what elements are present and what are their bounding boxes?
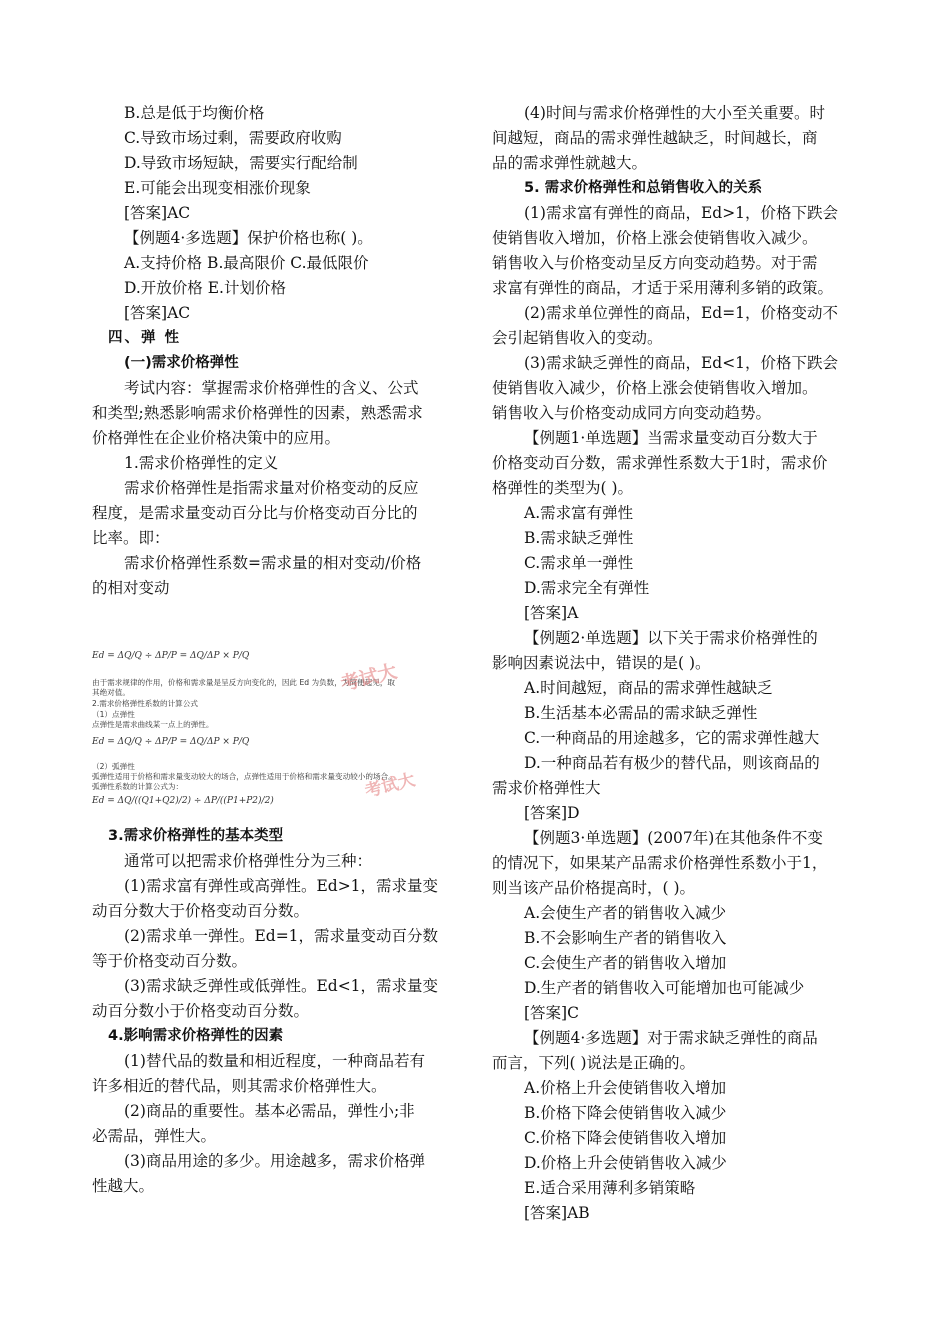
text-line: C.价格下降会使销售收入增加: [524, 1129, 727, 1147]
text-line: 【例题1·单选题】当需求量变动百分数大于: [524, 429, 818, 447]
figure-note: 其绝对值。: [92, 688, 130, 697]
left-mid-block: [92, 376, 454, 601]
text-line: 通常可以把需求价格弹性分为三种：: [124, 852, 373, 870]
text-line: 则当该产品价格提高时，( )。: [492, 879, 696, 897]
formula-arc: Ed = ΔQ/((Q1+Q2)/2) ÷ ΔP/((P1+P2)/2): [92, 796, 274, 806]
text-line: D.需求完全有弹性: [524, 579, 650, 597]
left-top-block: [92, 101, 454, 326]
text-line: [答案]D: [524, 804, 580, 822]
text-line: 【例题4·多选题】对于需求缺乏弹性的商品: [524, 1029, 818, 1047]
text-line: 动百分数小于价格变动百分数。: [92, 1002, 310, 1020]
text-line: (2)商品的重要性。基本必需品，弹性小;非: [124, 1102, 415, 1120]
text-line: 品的需求弹性就越大。: [492, 154, 648, 172]
text-line: D.开放价格 E.计划价格: [124, 279, 286, 297]
text-line: 价格变动百分数，需求弹性系数大于1时，需求价: [492, 454, 828, 472]
text-line: C.导致市场过剩，需要政府收购: [124, 129, 342, 147]
text-line: 1.需求价格弹性的定义: [124, 454, 279, 472]
text-line: B.不会影响生产者的销售收入: [524, 929, 727, 947]
text-line: 比率。即：: [92, 529, 170, 547]
figure-note: 弧弹性适用于价格和需求量变动较大的场合，点弹性适用于价格和需求量变动较小的场合。: [92, 772, 396, 781]
figure-subtitle: （1）点弹性: [92, 710, 135, 719]
text-line: 考试内容：掌握需求价格弹性的含义、公式: [124, 379, 419, 397]
text-line: 销售收入与价格变动呈反方向变动趋势。对于需: [492, 254, 818, 272]
text-line: (1)替代品的数量和相近程度，一种商品若有: [124, 1052, 425, 1070]
text-line: 必需品，弹性大。: [92, 1127, 217, 1145]
example-heading: 【例题4·多选题】保护价格也称( )。: [124, 229, 373, 247]
text-line: 格弹性的类型为( )。: [492, 479, 634, 497]
text-line: (3)商品用途的多少。用途越多，需求价格弹: [124, 1152, 425, 1170]
text-line: (4)时间与需求价格弹性的大小至关重要。时: [524, 104, 825, 122]
text-line: (2)需求单一弹性。Ed=1，需求量变动百分数: [124, 927, 439, 945]
text-line: A.需求富有弹性: [524, 504, 634, 522]
text-line: D.一种商品若有极少的替代品，则该商品的: [524, 754, 820, 772]
text-line: (3)需求缺乏弹性或低弹性。Ed<1，需求量变: [124, 977, 439, 995]
text-line: 会引起销售收入的变动。: [492, 329, 663, 347]
text-line: 而言，下列( )说法是正确的。: [492, 1054, 696, 1072]
formula-figure: [92, 651, 454, 813]
figure-subtitle: （2）弧弹性: [92, 762, 135, 771]
text-line: 销售收入与价格变动成同方向变动趋势。: [492, 404, 772, 422]
text-line: B.需求缺乏弹性: [524, 529, 634, 547]
figure-note: 弧弹性系数的计算公式为：: [92, 782, 184, 791]
text-line: 求富有弹性的商品，才适于采用薄利多销的政策。: [492, 279, 834, 297]
text-line: E.可能会出现变相涨价现象: [124, 179, 311, 197]
text-line: A.价格上升会使销售收入增加: [524, 1079, 727, 1097]
left-bottom-block: [92, 824, 454, 1199]
text-line: 的相对变动: [92, 579, 170, 597]
heading-line: 4.影响需求价格弹性的因素: [108, 1028, 284, 1044]
text-line: C.一种商品的用途越多，它的需求弹性越大: [524, 729, 820, 747]
text-line: A.会使生产者的销售收入减少: [524, 904, 727, 922]
heading-line: 3.需求价格弹性的基本类型: [108, 828, 284, 844]
text-line: A.支持价格 B.最高限价 C.最低限价: [124, 254, 369, 272]
subsection-title: (一)需求价格弹性: [124, 355, 239, 371]
figure-heading: 2.需求价格弹性系数的计算公式: [92, 699, 198, 708]
text-line: B.生活基本必需品的需求缺乏弹性: [524, 704, 758, 722]
text-line: B.价格下降会使销售收入减少: [524, 1104, 727, 1122]
text-line: [答案]A: [524, 604, 579, 622]
text-line: (1)需求富有弹性或高弹性。Ed>1，需求量变: [124, 877, 439, 895]
text-line: (3)需求缺乏弹性的商品，Ed<1，价格下跌会: [524, 354, 839, 372]
text-line: 价格弹性在企业价格决策中的应用。: [92, 429, 341, 447]
figure-note: 点弹性是需求曲线某一点上的弹性。: [92, 720, 214, 729]
text-line: 使销售收入增加，价格上涨会使销售收入减少。: [492, 229, 818, 247]
text-line: 间越短，商品的需求弹性越缺乏，时间越长，商: [492, 129, 818, 147]
right-column: [492, 101, 862, 1226]
formula-point-2: Ed = ΔQ/Q ÷ ΔP/P = ΔQ/ΔP × P/Q: [92, 737, 250, 747]
formula-point: Ed = ΔQ/Q ÷ ΔP/P = ΔQ/ΔP × P/Q: [92, 651, 250, 661]
text-line: 需求价格弹性是指需求量对价格变动的反应: [124, 479, 419, 497]
figure-note: 由于需求规律的作用，价格和需求量是呈反方向变化的，因此 Ed 为负数，为简便起见，取: [92, 678, 396, 687]
answer-line: [答案]AC: [124, 204, 191, 222]
text-line: 动百分数大于价格变动百分数。: [92, 902, 310, 920]
text-line: 使销售收入减少，价格上涨会使销售收入增加。: [492, 379, 818, 397]
watermark: 考试大: [362, 770, 418, 802]
text-line: 等于价格变动百分数。: [92, 952, 248, 970]
text-line: C.会使生产者的销售收入增加: [524, 954, 727, 972]
text-line: 的情况下，如果某产品需求价格弹性系数小于1，: [492, 854, 828, 872]
text-line: [答案]C: [524, 1004, 579, 1022]
text-line: 需求价格弹性大: [492, 779, 601, 797]
heading-line: 5. 需求价格弹性和总销售收入的关系: [524, 180, 763, 196]
text-line: E.适合采用薄利多销策略: [524, 1179, 696, 1197]
text-line: D.生产者的销售收入可能增加也可能减少: [524, 979, 805, 997]
text-line: 【例题2·单选题】以下关于需求价格弹性的: [524, 629, 818, 647]
text-line: 【例题3·单选题】(2007年)在其他条件不变: [524, 829, 823, 847]
text-line: A.时间越短，商品的需求弹性越缺乏: [524, 679, 773, 697]
left-column: [92, 101, 454, 1199]
text-line: 程度，是需求量变动百分比与价格变动百分比的: [92, 504, 418, 522]
text-line: 性越大。: [92, 1177, 155, 1195]
text-line: (2)需求单位弹性的商品，Ed=1，价格变动不: [524, 304, 839, 322]
text-line: 和类型;熟悉影响需求价格弹性的因素，熟悉需求: [92, 404, 423, 422]
text-line: D.价格上升会使销售收入减少: [524, 1154, 727, 1172]
text-line: D.导致市场短缺，需要实行配给制: [124, 154, 358, 172]
text-line: 需求价格弹性系数=需求量的相对变动/价格: [124, 554, 422, 572]
text-line: 影响因素说法中，错误的是( )。: [492, 654, 711, 672]
text-line: 许多相近的替代品，则其需求价格弹性大。: [92, 1077, 387, 1095]
text-line: (1)需求富有弹性的商品，Ed>1，价格下跌会: [524, 204, 839, 222]
text-line: C.需求单一弹性: [524, 554, 634, 572]
text-line: B.总是低于均衡价格: [124, 104, 265, 122]
answer-line: [答案]AC: [124, 304, 191, 322]
section-title: 四、弹 性: [108, 330, 182, 346]
text-line: [答案]AB: [524, 1204, 590, 1222]
watermark: 考试大: [338, 660, 400, 696]
